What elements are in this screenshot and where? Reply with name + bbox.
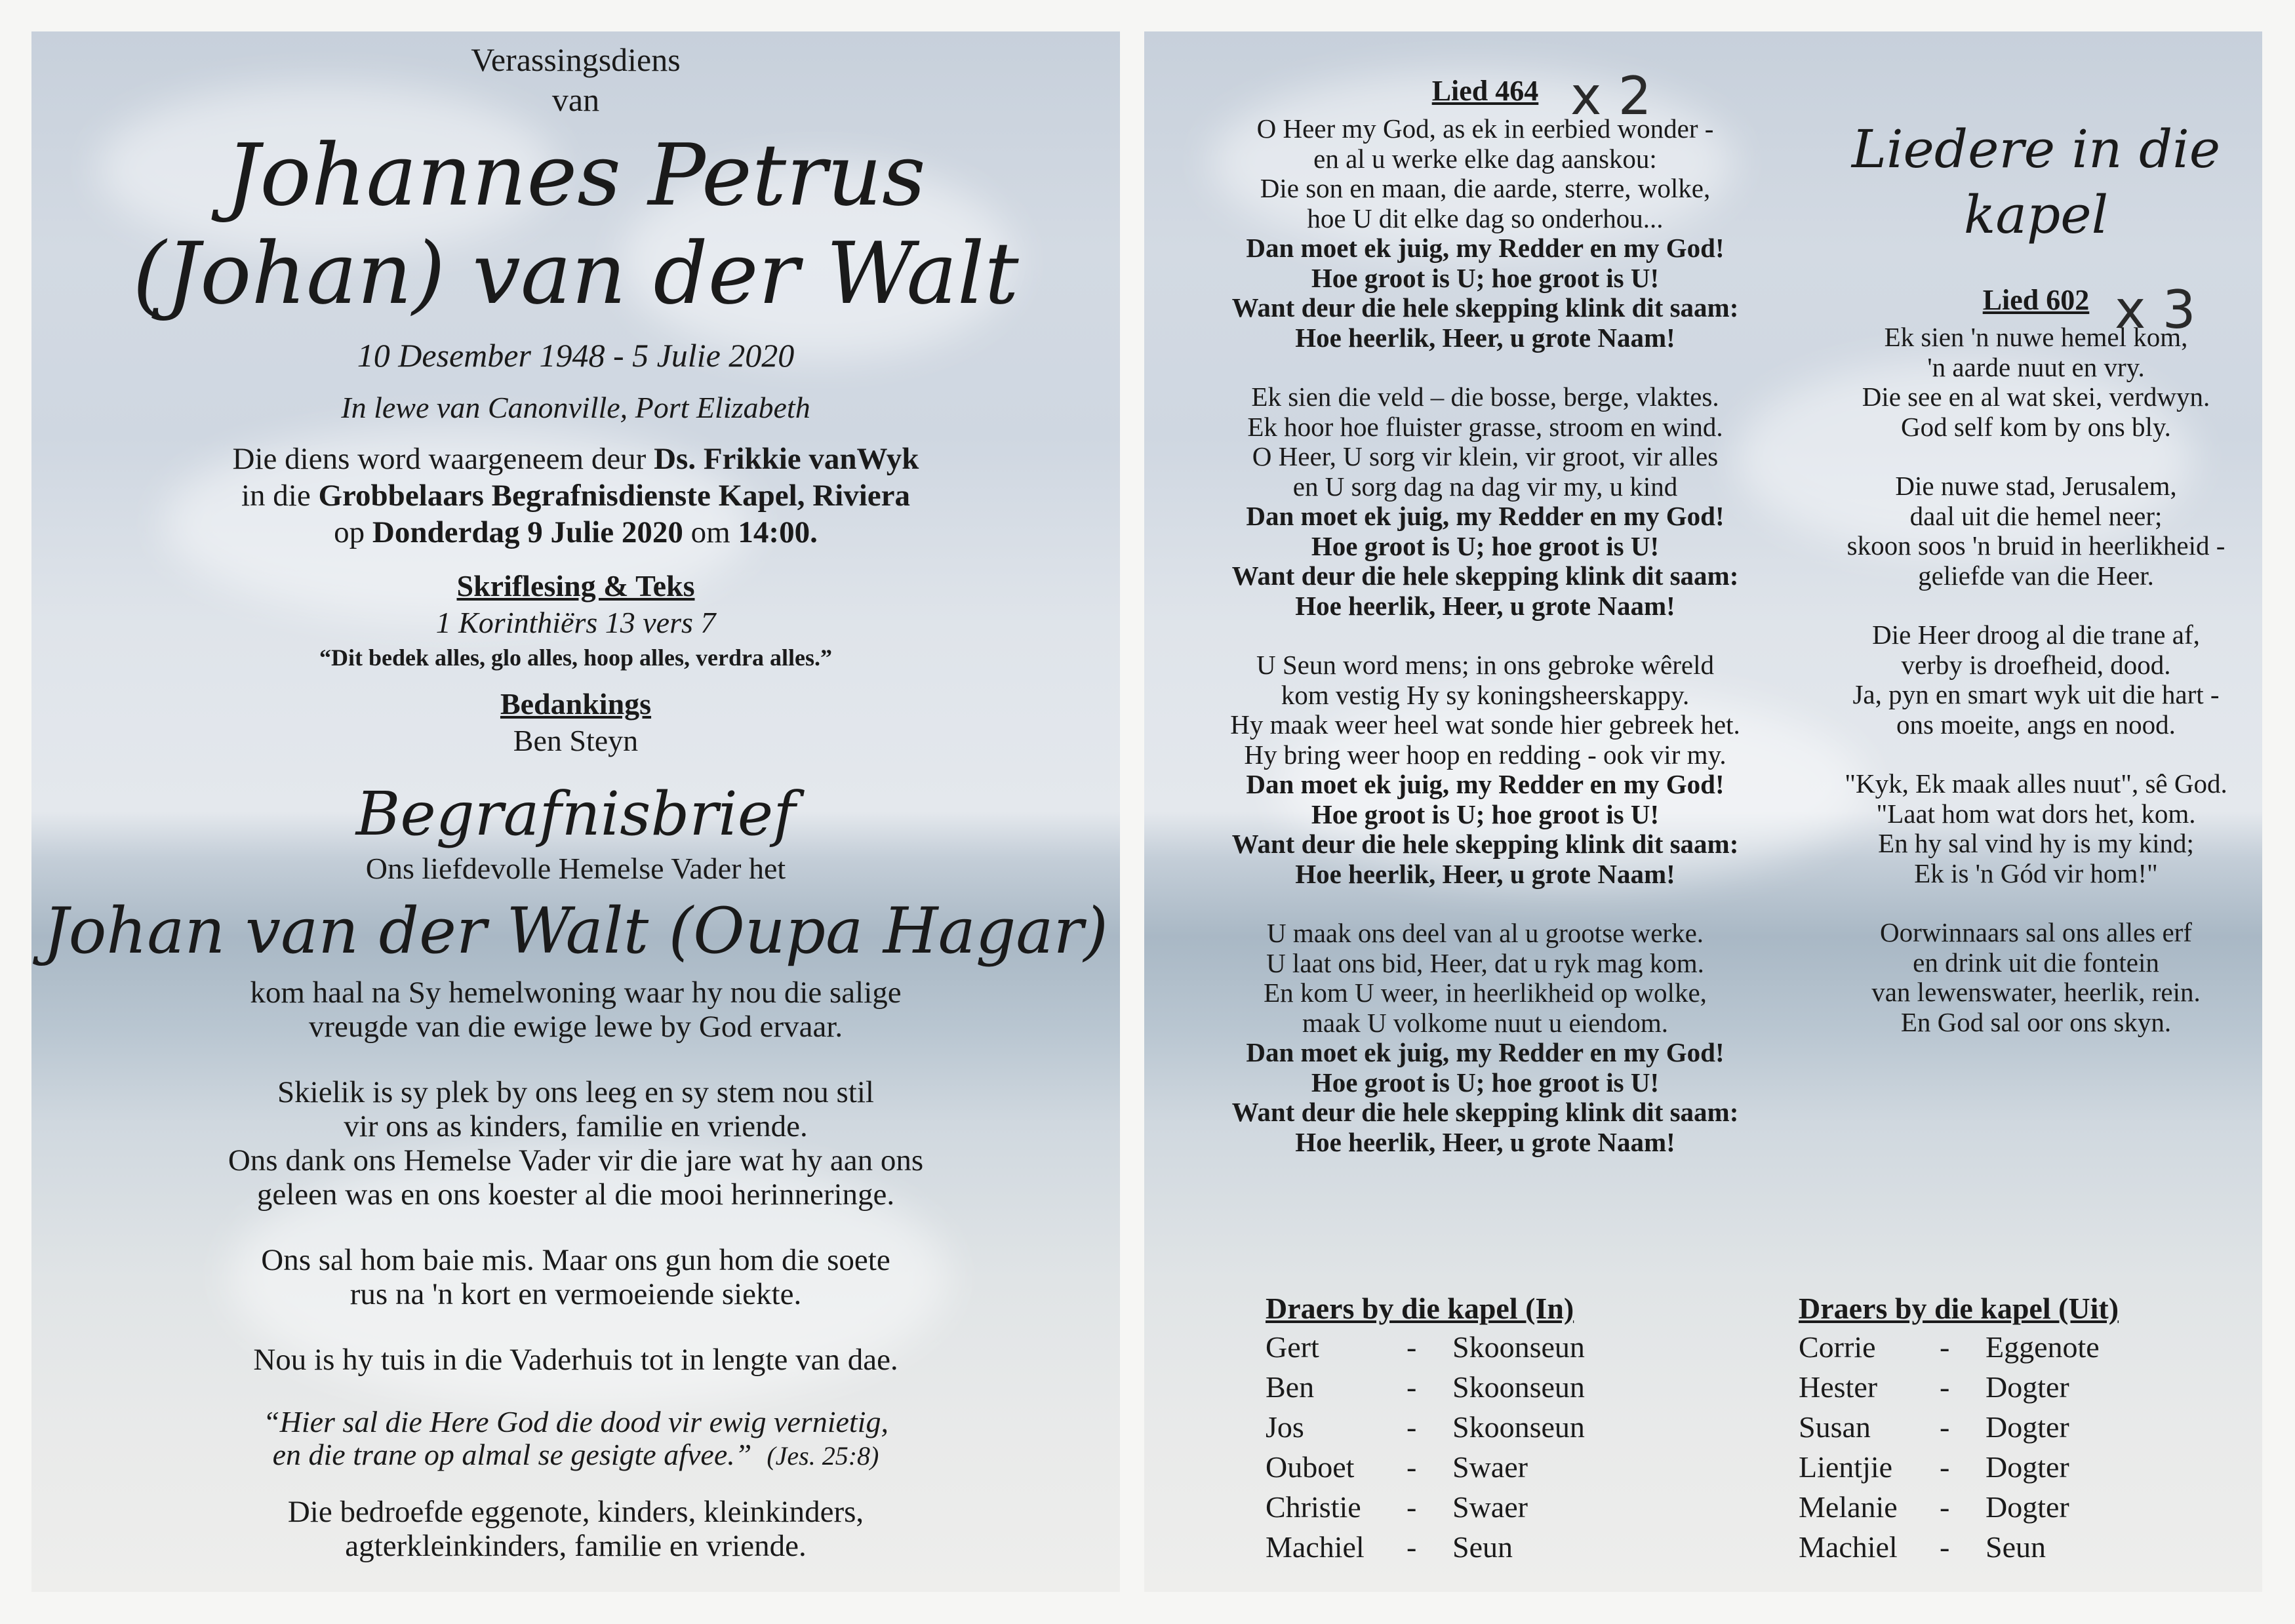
verse-line: daal uit die hemel neer;: [1909, 500, 2163, 531]
chorus-line: Want deur die hele skepping klink dit saam:: [1231, 829, 1739, 859]
chorus-line: Hoe groot is U; hoe groot is U!: [1311, 799, 1660, 829]
scripture-heading: Skriflesing & Teks: [456, 569, 695, 603]
table-row: [1266, 1330, 1585, 1370]
verse-line: verby is droefheid, dood.: [1901, 649, 2171, 680]
table-row: [1266, 1490, 1585, 1530]
dash: -: [1407, 1450, 1417, 1484]
service-label: Verassingsdiens: [471, 41, 681, 78]
song-464-verse-3: [1144, 650, 1826, 889]
scripture-quote: “Dit bedek alles, glo alles, hoop alles, verdra alles.”: [319, 644, 832, 671]
chorus-line: Want deur die hele skepping klink dit saam:: [1231, 292, 1739, 323]
verse-line: O Heer, U sorg vir klein, vir groot, vir alles: [1252, 441, 1719, 471]
bearers-in-heading: Draers by die kapel (In): [1266, 1292, 1574, 1325]
letter-intro: Ons liefdevolle Hemelse Vader het: [365, 852, 786, 885]
signoff-line: agterkleinkinders, familie en vriende.: [345, 1529, 807, 1563]
letter-p2-line: geleen was en ons koester al die mooi herinneringe.: [256, 1178, 895, 1212]
service-line3-text: op: [334, 515, 365, 549]
verse-line: Die see en al wat skei, verdwyn.: [1862, 382, 2210, 412]
verse-line: God self kom by ons bly.: [1901, 411, 2171, 442]
chorus-line: Hoe heerlik, Heer, u grote Naam!: [1295, 322, 1675, 353]
verse-line: ons moeite, angs en nood.: [1896, 709, 2176, 740]
dash: -: [1407, 1410, 1417, 1444]
letter-p3-line: Ons sal hom baie mis. Maar ons gun hom die soete: [261, 1243, 890, 1277]
letter-bible-quote: [31, 1406, 1120, 1473]
verse-line: en drink uit die fontein: [1913, 947, 2159, 978]
table-row: [1266, 1530, 1585, 1570]
bearer-relation: Swaer: [1452, 1490, 1528, 1524]
quote-reference: (Jes. 25:8): [767, 1441, 879, 1471]
thanks-heading: Bedankings: [500, 687, 652, 721]
left-panel: [31, 31, 1120, 1592]
bearer-name: Melanie: [1799, 1490, 1898, 1524]
verse-line: hoe U dit elke dag so onderhou...: [1307, 203, 1664, 233]
chorus-line: Dan moet ek juig, my Redder en my God!: [1246, 233, 1725, 263]
song-464-title: Lied 464: [1431, 75, 1539, 107]
dash: -: [1940, 1530, 1950, 1564]
right-panel: [1144, 31, 2262, 1592]
service-details: [31, 441, 1120, 551]
dash: -: [1940, 1410, 1950, 1444]
letter-p2-line: Ons dank ons Hemelse Vader vir die jare wat hy aan ons: [228, 1143, 924, 1178]
bearers-in-table: [1266, 1330, 1585, 1570]
quote-line2: en die trane op almal se gesigte afvee.”: [272, 1438, 752, 1471]
verse-line: Die son en maan, die aarde, sterre, wolke,: [1260, 173, 1711, 203]
chorus-line: Dan moet ek juig, my Redder en my God!: [1246, 769, 1725, 799]
verse-line: "Laat hom wat dors het, kom.: [1876, 798, 2196, 829]
dash: -: [1407, 1330, 1417, 1364]
bearer-relation: Dogter: [1986, 1410, 2069, 1444]
song-602-verse-3: [1826, 620, 2246, 740]
left-column: [31, 39, 1120, 1563]
verse-line: Ek hoor hoe fluister grasse, stroom en wind.: [1247, 411, 1723, 442]
dash: -: [1407, 1370, 1417, 1404]
chorus-line: Hoe heerlik, Heer, u grote Naam!: [1295, 590, 1675, 621]
verse-line: Ek is 'n Gód vir hom!": [1914, 858, 2158, 888]
deceased-name-line2: (Johan) van der Walt: [132, 224, 1019, 323]
verse-line: "Kyk, Ek maak alles nuut", sê God.: [1845, 768, 2227, 799]
handwritten-x2: x 2: [1570, 66, 1652, 127]
verse-line: van lewenswater, heerlik, rein.: [1871, 977, 2201, 1007]
verse-line: maak U volkome nuut u eiendom.: [1302, 1007, 1668, 1038]
service-line1-text: Die diens word waargeneem deur: [232, 442, 647, 476]
chorus-line: Hoe heerlik, Heer, u grote Naam!: [1295, 858, 1675, 889]
song-602-verse-1: [1826, 323, 2246, 442]
chorus-line: Want deur die hele skepping klink dit saam:: [1231, 1097, 1739, 1127]
deceased-name-line1: Johannes Petrus: [226, 125, 926, 225]
bearer-relation: Dogter: [1986, 1490, 2069, 1524]
verse-line: Ek sien die veld – die bosse, berge, vlaktes.: [1251, 382, 1719, 412]
service-date: Donderdag 9 Julie 2020: [372, 515, 683, 549]
bearer-relation: Swaer: [1452, 1450, 1528, 1484]
letter-p1-line: kom haal na Sy hemelwoning waar hy nou die salige: [250, 976, 902, 1010]
verse-line: O Heer my God, as ek in eerbied wonder -: [1256, 113, 1714, 144]
service-time: 14:00.: [738, 515, 818, 549]
life-dates: 10 Desember 1948 - 5 Julie 2020: [357, 337, 795, 374]
dash: -: [1940, 1330, 1950, 1364]
bearer-name: Gert: [1266, 1330, 1319, 1364]
bearer-name: Christie: [1266, 1490, 1361, 1524]
dash: -: [1407, 1490, 1417, 1524]
table-row: [1799, 1370, 2100, 1410]
chorus-line: Hoe heerlik, Heer, u grote Naam!: [1295, 1126, 1675, 1157]
bearer-name: Ouboet: [1266, 1450, 1355, 1484]
bearer-relation: Dogter: [1986, 1450, 2069, 1484]
bearer-relation: Skoonseun: [1452, 1330, 1585, 1364]
bearer-relation: Seun: [1452, 1530, 1513, 1564]
bearer-name: Hester: [1799, 1370, 1878, 1404]
verse-line: kom vestig Hy sy koningsheerskappy.: [1281, 679, 1690, 710]
letter-p1-line: vreugde van die ewige lewe by God ervaar.: [308, 1010, 843, 1044]
van-label: van: [551, 81, 600, 118]
verse-line: geliefde van die Heer.: [1918, 560, 2154, 591]
song-602-title: Lied 602: [1982, 284, 2090, 316]
bearer-relation: Skoonseun: [1452, 1410, 1585, 1444]
bearer-relation: Skoonseun: [1452, 1370, 1585, 1404]
letter-name: Johan van der Walt (Oupa Hagar): [43, 894, 1108, 968]
bearer-name: Ben: [1266, 1370, 1315, 1404]
song-464-verse-2: [1144, 382, 1826, 621]
chorus-line: Hoe groot is U; hoe groot is U!: [1311, 530, 1660, 561]
song-464: [1144, 72, 1826, 1157]
table-row: [1799, 1330, 2100, 1370]
table-row: [1266, 1410, 1585, 1450]
bearer-relation: Seun: [1986, 1530, 2046, 1564]
verse-line: en al u werke elke dag aanskou:: [1313, 143, 1657, 174]
bearer-relation: Dogter: [1986, 1370, 2069, 1404]
letter-paragraph-4: Nou is hy tuis in die Vaderhuis tot in lengte van dae.: [253, 1343, 898, 1377]
table-row: [1266, 1370, 1585, 1410]
chorus-line: Want deur die hele skepping klink dit saam:: [1231, 561, 1739, 591]
bearers-out-table: [1799, 1330, 2100, 1570]
song-464-verse-4: [1144, 919, 1826, 1157]
table-row: [1266, 1450, 1585, 1490]
verse-line: En God sal oor ons skyn.: [1900, 1006, 2172, 1037]
letter-p3-line: rus na 'n kort en vermoeiende siekte.: [349, 1277, 802, 1311]
venue-name: Grobbelaars Begrafnisdienste Kapel, Riviera: [318, 479, 910, 513]
verse-line: U Seun word mens; in ons gebroke wêreld: [1256, 650, 1714, 680]
verse-line: En kom U weer, in heerlikheid op wolke,: [1264, 978, 1707, 1008]
verse-line: Ek sien 'n nuwe hemel kom,: [1884, 322, 2188, 352]
dash: -: [1940, 1490, 1950, 1524]
song-602-verse-5: [1826, 918, 2246, 1037]
chorus-line: Hoe groot is U; hoe groot is U!: [1311, 1067, 1660, 1098]
verse-line: Hy maak weer heel wat sonde hier gebreek het.: [1230, 709, 1740, 740]
chapel-heading: Liedere in die kapel: [1851, 119, 2221, 245]
verse-line: Hy bring weer hoop en redding - ook vir my.: [1244, 739, 1726, 770]
dash: -: [1407, 1530, 1417, 1564]
bearers-out-heading: Draers by die kapel (Uit): [1799, 1292, 2119, 1325]
signoff: [31, 1495, 1120, 1563]
verse-line: 'n aarde nuut en vry.: [1927, 351, 2145, 382]
verse-line: skoon soos 'n bruid in heerlikheid -: [1846, 530, 2225, 561]
verse-line: U laat ons bid, Heer, dat u ryk mag kom.: [1266, 947, 1704, 978]
letter-paragraph-2: [31, 1075, 1120, 1212]
verse-line: en U sorg dag na dag vir my, u kind: [1292, 471, 1678, 502]
verse-line: Oorwinnaars sal ons alles erf: [1880, 917, 2192, 947]
bearer-name: Lientjie: [1799, 1450, 1893, 1484]
verse-line: Die nuwe stad, Jerusalem,: [1895, 471, 2177, 501]
dash: -: [1940, 1450, 1950, 1484]
table-row: [1799, 1490, 2100, 1530]
chorus-line: Dan moet ek juig, my Redder en my God!: [1246, 501, 1725, 531]
bearer-relation: Eggenote: [1986, 1330, 2100, 1364]
song-602-verse-4: [1826, 769, 2246, 888]
song-464-verse-1: [1144, 114, 1826, 353]
chorus-line: Dan moet ek juig, my Redder en my God!: [1246, 1037, 1725, 1067]
service-line3-mid: om: [690, 515, 730, 549]
service-line2-text: in die: [241, 479, 311, 513]
bearer-name: Jos: [1266, 1410, 1304, 1444]
verse-line: U maak ons deel van al u grootse werke.: [1266, 918, 1704, 948]
scripture-ref: 1 Korinthiërs 13 vers 7: [435, 606, 716, 639]
song-602-verse-2: [1826, 471, 2246, 591]
residence: In lewe van Canonville, Port Elizabeth: [341, 391, 810, 424]
table-row: [1799, 1530, 2100, 1570]
bearer-name: Susan: [1799, 1410, 1871, 1444]
letter-p2-line: vir ons as kinders, familie en vriende.: [344, 1109, 808, 1143]
letter-p2-line: Skielik is sy plek by ons leeg en sy stem nou stil: [277, 1075, 874, 1109]
thanks-name: Ben Steyn: [513, 724, 639, 757]
quote-line1: “Hier sal die Here God die dood vir ewig vernietig,: [263, 1405, 888, 1438]
bearer-name: Corrie: [1799, 1330, 1876, 1364]
verse-line: Ja, pyn en smart wyk uit die hart -: [1852, 679, 2220, 709]
table-row: [1799, 1410, 2100, 1450]
bearers-out: [1799, 1289, 2166, 1570]
minister-name: Ds. Frikkie vanWyk: [654, 442, 919, 476]
bearer-name: Machiel: [1799, 1530, 1898, 1564]
verse-line: Die Heer droog al die trane af,: [1872, 620, 2200, 650]
dash: -: [1940, 1370, 1950, 1404]
letter-paragraph-3: [31, 1243, 1120, 1311]
chorus-line: Hoe groot is U; hoe groot is U!: [1311, 262, 1660, 293]
letter-heading: Begrafnisbrief: [355, 779, 796, 849]
letter-paragraph-1: [31, 976, 1120, 1044]
chapel-songs: [1826, 117, 2246, 1037]
bearers-in: [1266, 1289, 1633, 1570]
signoff-line: Die bedroefde eggenote, kinders, kleinkinders,: [287, 1495, 864, 1529]
handwritten-x3: x 3: [2115, 279, 2196, 340]
table-row: [1799, 1450, 2100, 1490]
bearer-name: Machiel: [1266, 1530, 1365, 1564]
verse-line: En hy sal vind hy is my kind;: [1878, 828, 2194, 858]
